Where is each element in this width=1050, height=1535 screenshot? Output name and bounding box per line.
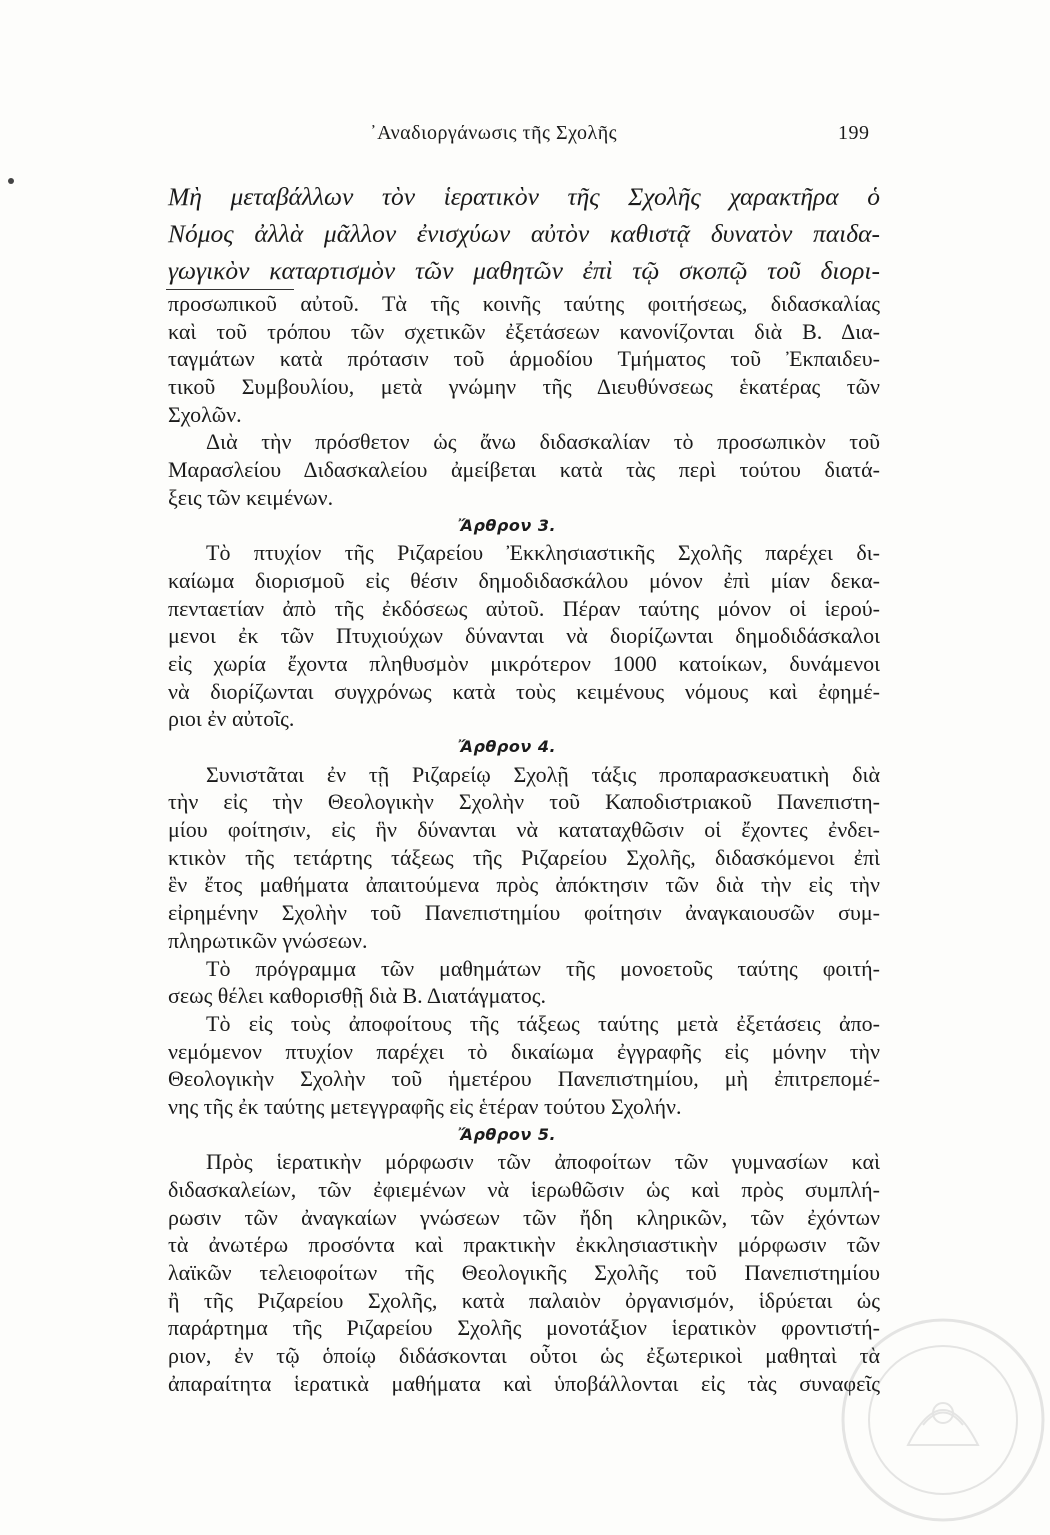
text-line: καίωμα διορισμοῦ εἰς θέσιν δημοδιδασκάλου μόνον ἐπὶ μίαν δεκα- bbox=[168, 567, 880, 593]
paragraph-3 bbox=[168, 539, 880, 733]
text-line: μίου φοίτησιν, εἰς ἣν δύνανται νὰ καταταχθῶσιν οἱ ἔχοντες ἐνδει- bbox=[168, 817, 880, 843]
text-line: νης τῆς ἐκ ταύτης μετεγγραφῆς εἰς ἑτέραν τούτου Σχολήν. bbox=[168, 1093, 682, 1119]
paragraph-6 bbox=[168, 1010, 880, 1121]
margin-mark bbox=[8, 178, 14, 184]
text-line: ρωσιν τῶν ἀναγκαίων γνώσεων τῶν ἤδη κληρικῶν, τῶν ἐχόντων bbox=[168, 1204, 880, 1230]
text-line: ἢ τῆς Ριζαρείου Σχολῆς, κατὰ παλαιὸν ὀργανισμόν, ἱδρύεται ὡς bbox=[168, 1287, 880, 1313]
text-line: διδασκαλείων, τῶν ἐφιεμένων νὰ ἱερωθῶσιν ὡς καὶ πρὸς συμπλή- bbox=[168, 1177, 880, 1202]
main-text bbox=[168, 290, 880, 1398]
text-line: κτικὸν τῆς τετάρτης τάξεως τῆς Ριζαρείου Σχολῆς, διδασκόμενοι ἐπὶ bbox=[168, 844, 880, 870]
text-line: Τὸ πτυχίον τῆς Ριζαρείου Ἐκκλησιαστικῆς Σχολῆς παρέχει δι- bbox=[206, 540, 880, 566]
text-line: Πρὸς ἱερατικὴν μόρφωσιν τῶν ἀποφοίτων τῶν γυμνασίων καὶ bbox=[206, 1149, 880, 1175]
text-line: καὶ τοῦ τρόπου τῶν σχετικῶν ἐξετάσεων κανονίζονται διὰ Β. Δια- bbox=[168, 318, 880, 344]
text-line: Διὰ τὴν πρόσθετον ὡς ἄνω διδασκαλίαν τὸ προσωπικὸν τοῦ bbox=[206, 429, 880, 455]
text-line: ἓν ἔτος μαθήματα ἀπαιτούμενα πρὸς ἀπόκτησιν τῶν διὰ τὴν εἰς τὴν bbox=[168, 872, 880, 898]
paragraph-2 bbox=[168, 428, 880, 511]
text-line: γωγικὸν καταρτισμὸν τῶν μαθητῶν ἐπὶ τῷ σκοπῷ τοῦ διορι- bbox=[168, 256, 880, 285]
article-4-heading: Ἄρθρον 4. bbox=[458, 737, 557, 756]
text-line: τικοῦ Συμβουλίου, μετὰ γνώμην τῆς Διευθύνσεως ἑκατέρας τῶν bbox=[168, 374, 880, 400]
article-5-heading: Ἄρθρον 5. bbox=[458, 1124, 557, 1144]
text-line: ριον, ἐν τῷ ὁποίῳ διδάσκονται οὗτοι ὡς ἐξωτερικοὶ μαθηταὶ τὰ bbox=[168, 1343, 880, 1369]
paragraph-1 bbox=[168, 290, 880, 428]
paragraph-4 bbox=[168, 761, 880, 955]
text-line: μενοι ἐκ τῶν Πτυχιούχων δύνανται νὰ διορίζωνται δημοδιδάσκαλοι bbox=[168, 623, 880, 649]
running-title: ᾿Αναδιοργάνωσις τῆς Σχολῆς bbox=[370, 122, 618, 144]
text-line: πενταετίαν ἀπὸ τῆς ἐκδόσεως αὐτοῦ. Πέραν ταύτης μόνον οἱ ἱερού- bbox=[168, 595, 880, 621]
text-line: σεως θέλει καθορισθῇ διὰ Β. Διατάγματος. bbox=[168, 983, 546, 1009]
text-line: Τὸ πρόγραμμα τῶν μαθημάτων τῆς μονοετοῦς ταύτης φοιτή- bbox=[206, 955, 880, 981]
article-3-heading: Ἄρθρον 3. bbox=[458, 515, 557, 535]
paragraph-5 bbox=[168, 955, 880, 1010]
text-line: προσωπικοῦ αὐτοῦ. Τὰ τῆς κοινῆς ταύτης φοιτήσεως, διδασκαλίας bbox=[168, 291, 880, 316]
text-line: Σχολῶν. bbox=[168, 401, 242, 427]
page-header bbox=[0, 122, 1050, 152]
text-line: Νόμος ἀλλὰ μᾶλλον ἐνισχύων αὐτὸν καθιστᾷ δυνατὸν παιδα- bbox=[168, 219, 880, 248]
text-line: Θεολογικὴν Σχολὴν τοῦ ἡμετέρου Πανεπιστημίου, μὴ ἐπιτρεπομέ- bbox=[168, 1066, 880, 1092]
text-line: λαϊκῶν τελειοφοίτων τῆς Θεολογικῆς Σχολῆς τοῦ Πανεπιστημίου bbox=[168, 1260, 880, 1286]
top-paragraph bbox=[168, 178, 880, 289]
text-line: Μαρασλείου Διδασκαλείου ἀμείβεται κατὰ τὰς περὶ τούτου διατά- bbox=[168, 457, 880, 483]
text-line: Τὸ εἰς τοὺς ἀποφοίτους τῆς τάξεως ταύτης μετὰ ἐξετάσεις ἀπο- bbox=[206, 1010, 880, 1036]
text-line: ξεις τῶν κειμένων. bbox=[168, 484, 334, 510]
text-line: τὴν εἰς τὴν Θεολογικὴν Σχολὴν τοῦ Καποδιστριακοῦ Πανεπιστη- bbox=[168, 789, 880, 815]
paragraph-7 bbox=[168, 1148, 880, 1397]
text-line: εἰρημένην Σχολὴν τοῦ Πανεπιστημίου φοίτησιν ἀναγκαιουσῶν συμ- bbox=[168, 900, 880, 926]
text-line: νὰ διορίζωνται συγχρόνως κατὰ τοὺς κειμένους νόμους καὶ ἐφημέ- bbox=[168, 678, 880, 704]
text-line: εἰς χωρία ἔχοντα πληθυσμὸν μικρότερον 1000 κατοίκων, δυνάμενοι bbox=[168, 650, 880, 676]
library-seal-icon bbox=[828, 1305, 1050, 1535]
text-line: ἀπαραίτητα ἱερατικὰ μαθήματα καὶ ὑποβάλλονται εἰς τὰς συναφεῖς bbox=[168, 1370, 880, 1396]
text-line: Συνιστᾶται ἐν τῇ Ριζαρείῳ Σχολῇ τάξις προπαρασκευατικὴ διὰ bbox=[206, 761, 880, 787]
text-line: παράρτημα τῆς Ριζαρείου Σχολῆς μονοτάξιον ἱερατικὸν φροντιστή- bbox=[168, 1315, 880, 1341]
text-line: ταγμάτων κατὰ πρότασιν τοῦ ἁρμοδίου Τμήματος τοῦ Ἐκπαιδευ- bbox=[168, 346, 880, 372]
text-line: νεμόμενον πτυχίον παρέχει τὸ δικαίωμα ἐγγραφῆς εἰς μόνην τὴν bbox=[168, 1038, 880, 1064]
text-line: τὰ ἀνωτέρω προσόντα καὶ πρακτικὴν ἐκκλησιαστικὴν μόρφωσιν τῶν bbox=[168, 1232, 880, 1258]
text-line: ριοι ἐν αὐτοῖς. bbox=[168, 706, 295, 732]
text-line: πληρωτικῶν γνώσεων. bbox=[168, 927, 368, 953]
text-line: Μὴ μεταβάλλων τὸν ἱερατικὸν τῆς Σχολῆς χαρακτῆρα ὁ bbox=[168, 182, 880, 211]
page-number: 199 bbox=[838, 122, 870, 144]
